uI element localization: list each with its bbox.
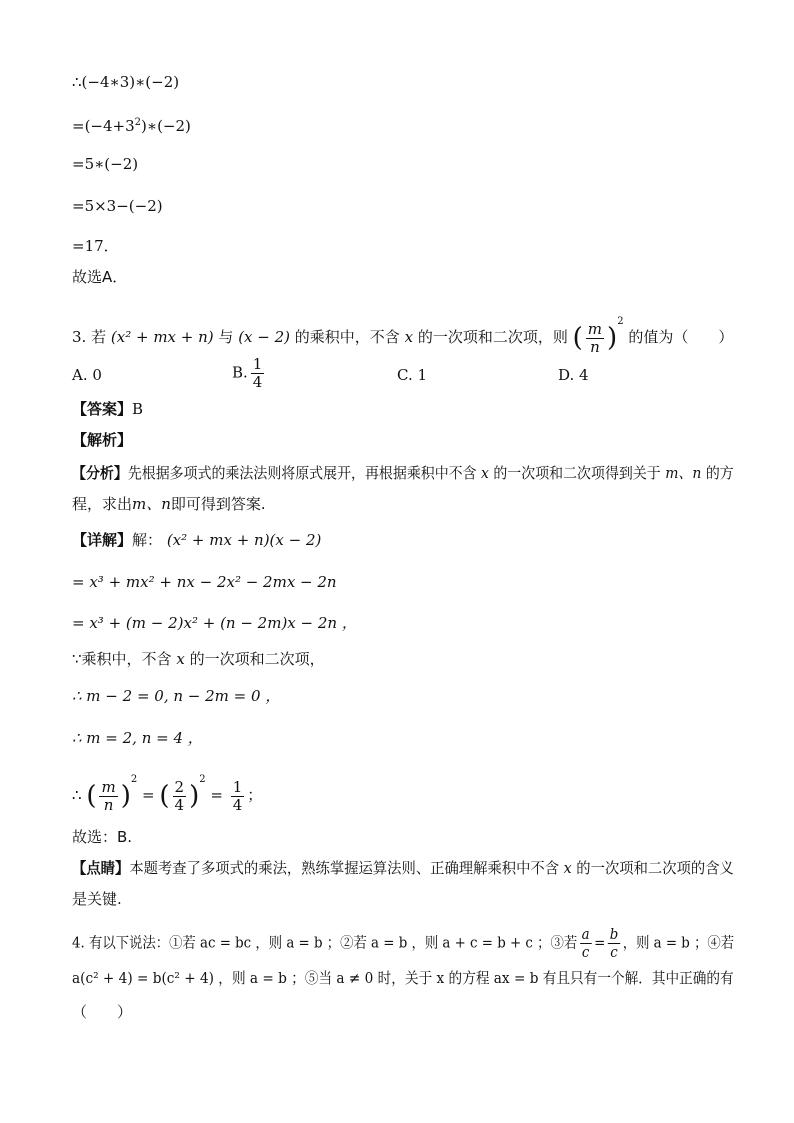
- q3-var: x: [404, 328, 414, 346]
- equation-1: ∴ m − 2 = 0, n − 2m = 0 ，: [72, 687, 281, 705]
- analysis-tag: 【解析】: [72, 431, 133, 449]
- comment-line-2: 是关键.: [72, 890, 122, 908]
- because-line: ∵乘积中，不含 x 的一次项和二次项，: [72, 650, 325, 668]
- q3-exponent: 2: [617, 316, 624, 327]
- option-a: A. 0: [72, 366, 102, 384]
- detail-line: 【详解】解： (x² + mx + n)(x − 2): [72, 531, 322, 549]
- calc-line-3: =5∗(−2): [72, 155, 139, 173]
- fenxi-line-1: 【分析】先根据多项式的乘法法则将原式展开，再根据乘积中不含 x 的一次项和二次项得到关于 m、n 的方: [72, 464, 734, 482]
- calc-line-5: =17．: [72, 237, 119, 255]
- q3-mid2: 的乘积中，不含: [294, 328, 400, 346]
- answer-line: [72, 399, 143, 419]
- option-b: B. $\frac{1}{4}$: [232, 355, 263, 391]
- q3-mid3: 的一次项和二次项，则: [417, 328, 568, 346]
- fenxi-line-2: 程，求出m、n即可得到答案.: [72, 495, 266, 513]
- calc-line-2-a: =(−4+3: [72, 117, 135, 135]
- answer-tag: 【答案】: [72, 400, 133, 418]
- question-4-line-1: 4. 有以下说法：①若 ac = bc ，则 a = b ；②若 a = b ，则 a + c = b + c ；③若 $\frac{a}{c}$ = $\frac{b}{c}$ ，则 a = b ；④若: [72, 925, 735, 961]
- calc-line-1: ∴(−4∗3)∗(−2): [72, 73, 180, 91]
- comment-line-1: 【点睛】本题考查了多项式的乘法，熟练掌握运算法则、正确理解乘积中不含 x 的一次项和二次项的含义: [72, 859, 734, 877]
- option-d: D. 4: [558, 366, 589, 384]
- question-3-stem: 3. 若 (x² + mx + n) 与 (x − 2) 的乘积中，不含 x 的一次项和二次项，则 ( $\frac{m}{n}$ )$^2$ 的值为（ ）: [72, 316, 734, 356]
- question-4-line-2: a(c² + 4) = b(c² + 4) ，则 a = b ；⑤当 a ≠ 0 时，关于 x 的方程 ax = b 有且只有一个解．其中正确的有: [72, 969, 734, 987]
- q3-number: 3.: [72, 328, 87, 346]
- choice-line-prev: 故选A．: [72, 268, 128, 286]
- choice-line: 故选：B.: [72, 828, 133, 846]
- calc-line-2: [72, 113, 191, 136]
- calc-line-2-c: )∗(−2): [141, 117, 191, 135]
- q3-pre: 若: [91, 328, 107, 346]
- q3-post: 的值为（ ）: [628, 328, 734, 346]
- q3-expr1: (x² + mx + n): [110, 328, 214, 346]
- q3-mid1: 与: [218, 328, 234, 346]
- calc-line-4: =5×3−(−2): [72, 197, 163, 215]
- equation-3: ∴ ( $\frac{m}{n}$ )$^2$ = ( $\frac{2}{4}$ )$^2$ = $\frac{1}{4}$ ；: [72, 774, 263, 814]
- answer-value: B: [132, 400, 144, 418]
- step-1: = x³ + mx² + nx − 2x² − 2mx − 2n: [72, 573, 337, 591]
- option-c: C. 1: [397, 366, 428, 384]
- equation-2: ∴ m = 2, n = 4 ，: [72, 729, 203, 747]
- q3-expr2: (x − 2): [238, 328, 291, 346]
- question-4-line-3: （ ）: [72, 1003, 133, 1021]
- calc-line-2-exp: 2: [134, 117, 142, 128]
- step-2: = x³ + (m − 2)x² + (n − 2m)x − 2n ，: [72, 614, 357, 632]
- q3-fraction: $\frac{m}{n}$: [587, 319, 603, 356]
